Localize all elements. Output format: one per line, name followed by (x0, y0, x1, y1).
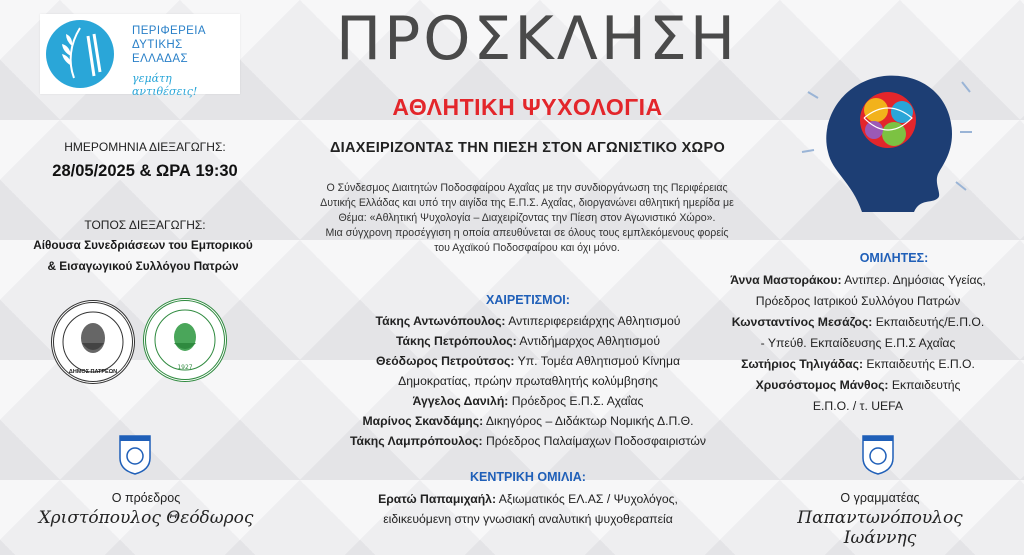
page-title: ΠΡΟΣΚΛΗΣΗ (336, 4, 738, 74)
greeting-line: Τάκης Αντωνόπουλος: Αντιπεριφερειάρχης Αθλητισμού (375, 314, 681, 328)
association-emblem-icon (118, 432, 152, 476)
greeting-line: Τάκης Λαμπρόπουλος: Πρόεδρος Παλαίμαχων Ποδοσφαιριστών (349, 434, 707, 448)
speaker-line: Άννα Μαστοράκου: Αντιπερ. Δημόσιας Υγείας, (730, 273, 986, 287)
event-subtitle: ΑΘΛΗΤΙΚΗ ΨΥΧΟΛΟΓΙΑ (392, 94, 663, 120)
president-title: Ο πρόεδρος (111, 491, 181, 505)
region-name: ΠΕΡΙΦΕΡΕΙΑ ΔΥΤΙΚΗΣ ΕΛΛΑΔΑΣ (132, 25, 206, 65)
speaker-line: - Υπεύθ. Εκπαίδευσης Ε.Π.Σ Αχαΐας (760, 336, 956, 350)
region-slogan: γεμάτη αντιθέσεις! (132, 72, 198, 98)
keynote-line: ειδικευόμενη στην γνωσιακή αναλυτική ψυχοθεραπεία (383, 512, 673, 526)
greeting-line: Θεόδωρος Πετρούτσος: Υπ. Τομέα Αθλητισμού Κίνημα (375, 354, 681, 368)
greeting-line: Τάκης Πετρόπουλος: Αντιδήμαρχος Αθλητισμού (396, 334, 660, 348)
greeting-line: Μαρίνος Σκανδάμης: Δικηγόρος – Διδάκτωρ Νομικής Δ.Π.Θ. (362, 414, 694, 428)
secretary-name: Παπαντωνόπουλος Ιωάννης (797, 508, 963, 548)
seal-caption: ΔΗΜΟΣ ΠΑΤΡΕΩΝ (68, 369, 118, 375)
speaker-line: Χρυσόστομος Μάνθος: Εκπαιδευτής (755, 378, 961, 392)
brain-head-illustration (792, 62, 976, 222)
association-emblem-icon (861, 432, 895, 476)
region-emblem-icon (44, 18, 116, 90)
speaker-line: Ε.Π.Ο. / τ. UEFA (812, 399, 904, 413)
secretary-title: Ο γραμματέας (840, 491, 920, 505)
speaker-line: Κωνσταντίνος Μεσάζος: Εκπαιδευτής/Ε.Π.Ο. (731, 315, 985, 329)
speaker-line: Σωτήριος Τηλιγάδας: Εκπαιδευτής Ε.Π.Ο. (741, 357, 975, 371)
seal-year: 1927 (177, 364, 193, 371)
venue-line: Αίθουσα Συνεδριάσεων του Εμπορικού (33, 238, 253, 252)
patras-municipality-seal (51, 300, 135, 384)
president-name: Χριστόπουλος Θεόδωρος (38, 508, 254, 528)
event-theme: ΔΙΑΧΕΙΡΙΖΟΝΤΑΣ ΤΗΝ ΠΙΕΣΗ ΣΤΟΝ ΑΓΩΝΙΣΤΙΚΟ ΧΩΡΟ (329, 140, 726, 156)
greeting-line: Δημοκρατίας, πρώην πρωταθλητής κολύμβησης (398, 374, 658, 388)
intro-paragraph: Ο Σύνδεσμος Διαιτητών Ποδοσφαίρου Αχαΐας με την συνδιοργάνωση της Περιφέρειας Δυτικής Ελλάδας και υπό την αιγίδα της Ε.Π.Σ. Αχαΐας, διοργανώνει αθλητική ημερίδα με Θέμα: «Αθλητική Ψυχολογία – Διαχειρίζοντας την Πίεση στον Αγωνιστικό Χώρο». Μια σύγχρονη προσέγγιση η οποία απευθύνεται σε όλους τους εμπλεκόμενους φορείς του Αχαϊκού Ποδοσφαίρου και όχι μόνο. (320, 182, 734, 254)
keynote-line: Ερατώ Παπαμιχαήλ: Αξιωματικός ΕΛ.ΑΣ / Ψυχολόγος, (378, 492, 678, 506)
venue-line: & Εισαγωγικού Συλλόγου Πατρών (47, 259, 239, 273)
speakers-header: ΟΜΙΛΗΤΕΣ: (859, 251, 929, 265)
clubs-union-seal (143, 298, 227, 382)
greeting-line: Άγγελος Δανιλή: Πρόεδρος Ε.Π.Σ. Αχαΐας (412, 394, 644, 408)
speaker-line: Πρόεδρος Ιατρικού Συλλόγου Πατρών (755, 294, 961, 308)
date-label: ΗΜΕΡΟΜΗΝΙΑ ΔΙΕΞΑΓΩΓΗΣ: (64, 140, 226, 154)
seal-head-icon (146, 301, 224, 379)
date-value: 28/05/2025 & ΩΡΑ 19:30 (52, 162, 238, 180)
venue-label: ΤΟΠΟΣ ΔΙΕΞΑΓΩΓΗΣ: (84, 218, 206, 232)
region-logo (40, 14, 240, 98)
greetings-header: ΧΑΙΡΕΤΙΣΜΟΙ: (486, 293, 570, 307)
keynote-header: ΚΕΝΤΡΙΚΗ ΟΜΙΛΙΑ: (470, 470, 586, 484)
